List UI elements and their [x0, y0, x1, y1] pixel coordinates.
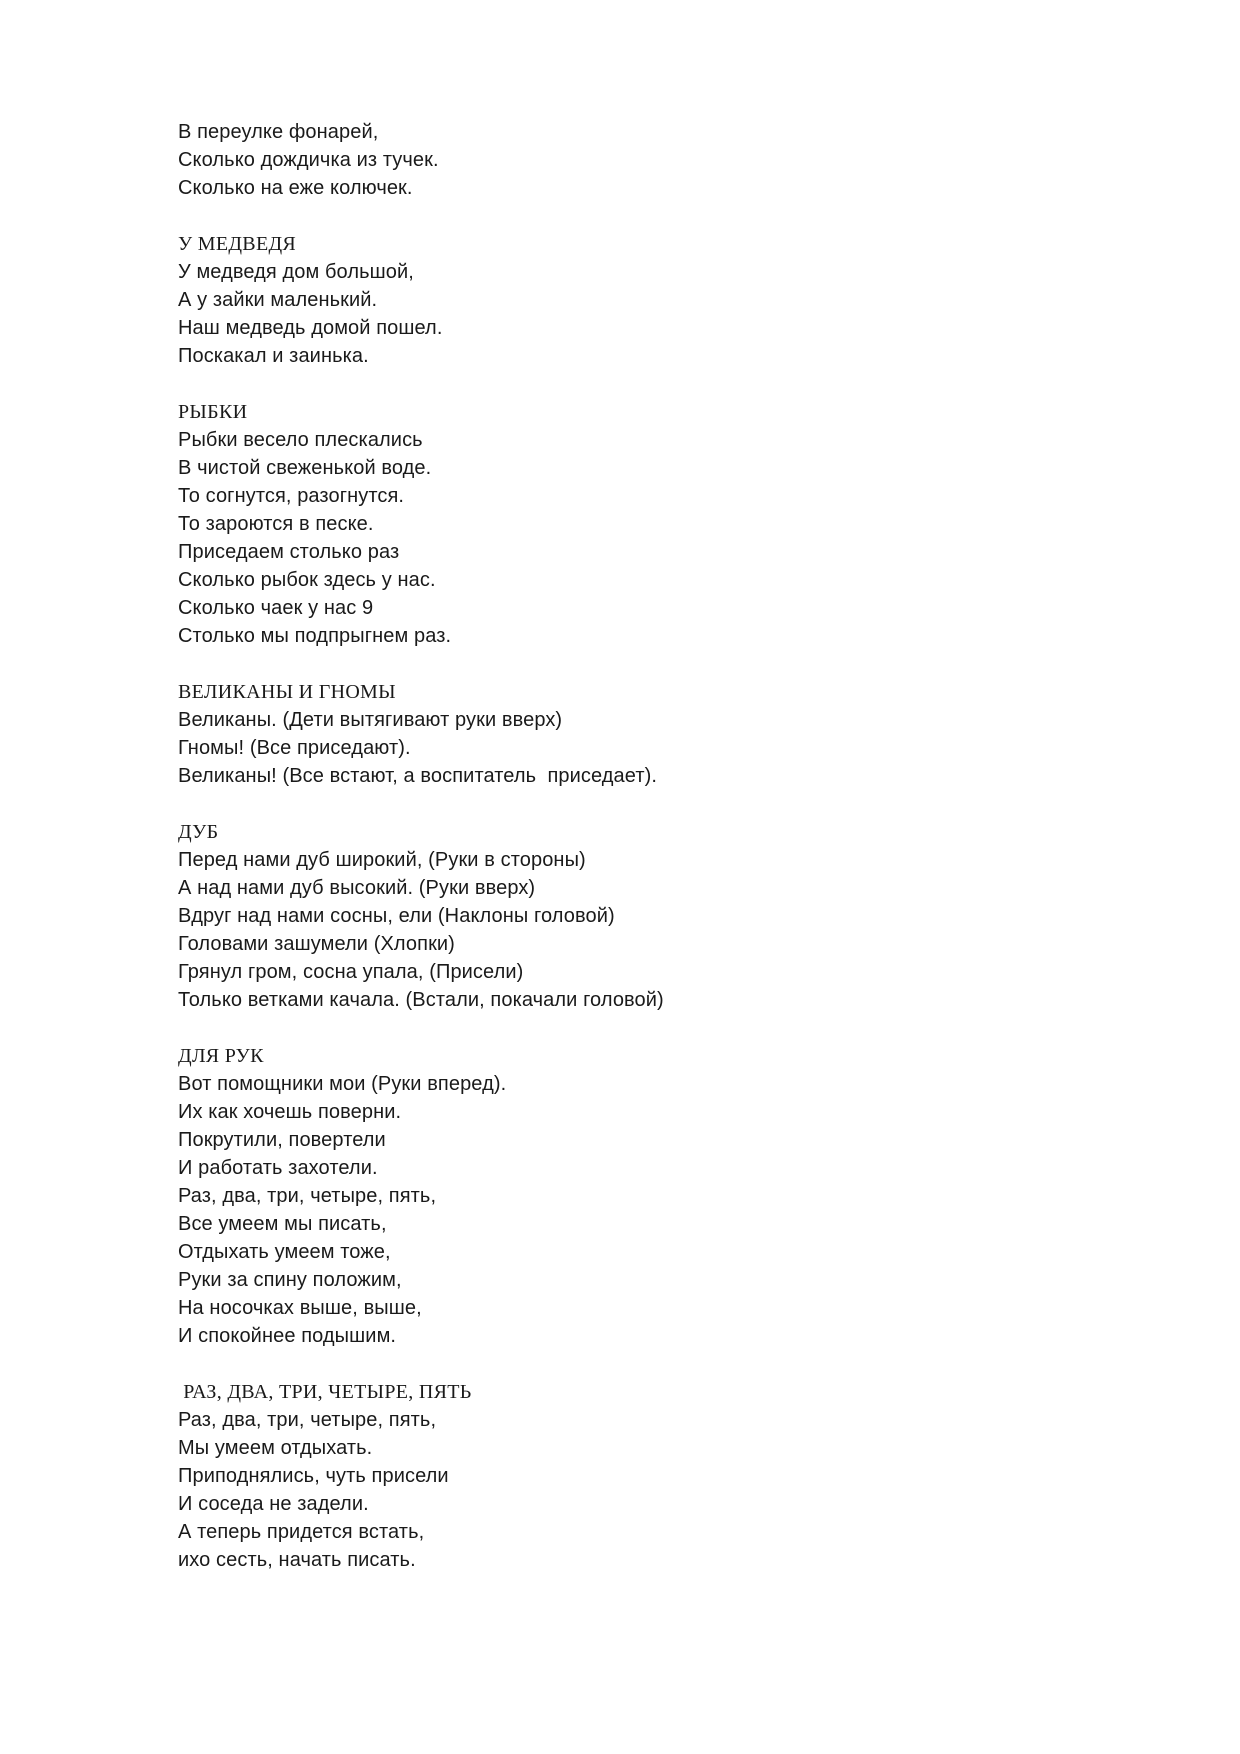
section-title: РАЗ, ДВА, ТРИ, ЧЕТЫРЕ, ПЯТЬ: [178, 1381, 472, 1403]
poem-line: Наш медведь домой пошел.: [178, 317, 443, 339]
poem-line: Грянул гром, сосна упала, (Присели): [178, 961, 524, 983]
poem-line: Руки за спину положим,: [178, 1269, 402, 1291]
poem-line: Только ветками качала. (Встали, покачали головой): [178, 989, 664, 1011]
poem-content: [178, 118, 1138, 1574]
poem-line: Все умеем мы писать,: [178, 1213, 387, 1235]
poem-line: Поскакал и заинька.: [178, 345, 369, 367]
poem-line: Перед нами дуб широкий, (Руки в стороны): [178, 849, 586, 871]
poem-line: Вдруг над нами сосны, ели (Наклоны головой): [178, 905, 615, 927]
poem-line: Покрутили, повертели: [178, 1129, 386, 1151]
poem-line: Великаны. (Дети вытягивают руки вверх): [178, 709, 563, 731]
poem-line: То согнутся, разогнутся.: [178, 485, 405, 507]
intro-line: Сколько на еже колючек.: [178, 177, 413, 199]
poem-line: ихо сесть, начать писать.: [178, 1549, 416, 1571]
intro-block: [178, 118, 1138, 202]
section-dlya-ruk: [178, 1042, 1138, 1350]
poem-line: Раз, два, три, четыре, пять,: [178, 1185, 437, 1207]
section-title: У МЕДВЕДЯ: [178, 233, 297, 255]
intro-line: Сколько дождичка из тучек.: [178, 149, 439, 171]
section-title: ВЕЛИКАНЫ И ГНОМЫ: [178, 681, 396, 703]
poem-line: Их как хочешь поверни.: [178, 1101, 402, 1123]
poem-line: Сколько рыбок здесь у нас.: [178, 569, 436, 591]
spacer: [178, 790, 1138, 818]
poem-line: На носочках выше, выше,: [178, 1297, 422, 1319]
section-u-medvedya: [178, 230, 1138, 370]
spacer: [178, 650, 1138, 678]
poem-line: Приподнялись, чуть присели: [178, 1465, 449, 1487]
poem-line: Отдыхать умеем тоже,: [178, 1241, 391, 1263]
section-title: ДЛЯ РУК: [178, 1045, 264, 1067]
poem-line: И соседа не задели.: [178, 1493, 369, 1515]
section-rybki: [178, 398, 1138, 650]
poem-line: У медведя дом большой,: [178, 261, 414, 283]
spacer: [178, 202, 1138, 230]
poem-line: И спокойнее подышим.: [178, 1325, 397, 1347]
poem-line: То зароются в песке.: [178, 513, 374, 535]
spacer: [178, 370, 1138, 398]
poem-line: Рыбки весело плескались: [178, 429, 423, 451]
section-velikany-i-gnomy: [178, 678, 1138, 790]
intro-line: В переулке фонарей,: [178, 121, 379, 143]
poem-line: Раз, два, три, четыре, пять,: [178, 1409, 437, 1431]
poem-line: Великаны! (Все встают, а воспитатель приседает).: [178, 765, 658, 787]
poem-line: В чистой свеженькой воде.: [178, 457, 432, 479]
poem-line: А над нами дуб высокий. (Руки вверх): [178, 877, 536, 899]
section-title: РЫБКИ: [178, 401, 248, 423]
poem-line: Вот помощники мои (Руки вперед).: [178, 1073, 507, 1095]
poem-line: Гномы! (Все приседают).: [178, 737, 411, 759]
poem-line: Столько мы подпрыгнем раз.: [178, 625, 452, 647]
poem-line: А у зайки маленький.: [178, 289, 378, 311]
poem-line: А теперь придется встать,: [178, 1521, 425, 1543]
poem-line: Приседаем столько раз: [178, 541, 400, 563]
section-title: ДУБ: [178, 821, 219, 843]
poem-line: Мы умеем отдыхать.: [178, 1437, 373, 1459]
poem-line: Сколько чаек у нас 9: [178, 597, 374, 619]
poem-line: Головами зашумели (Хлопки): [178, 933, 455, 955]
section-raz-dva-tri: [178, 1378, 1138, 1574]
spacer: [178, 1350, 1138, 1378]
poem-line: И работать захотели.: [178, 1157, 378, 1179]
spacer: [178, 1014, 1138, 1042]
section-dub: [178, 818, 1138, 1014]
